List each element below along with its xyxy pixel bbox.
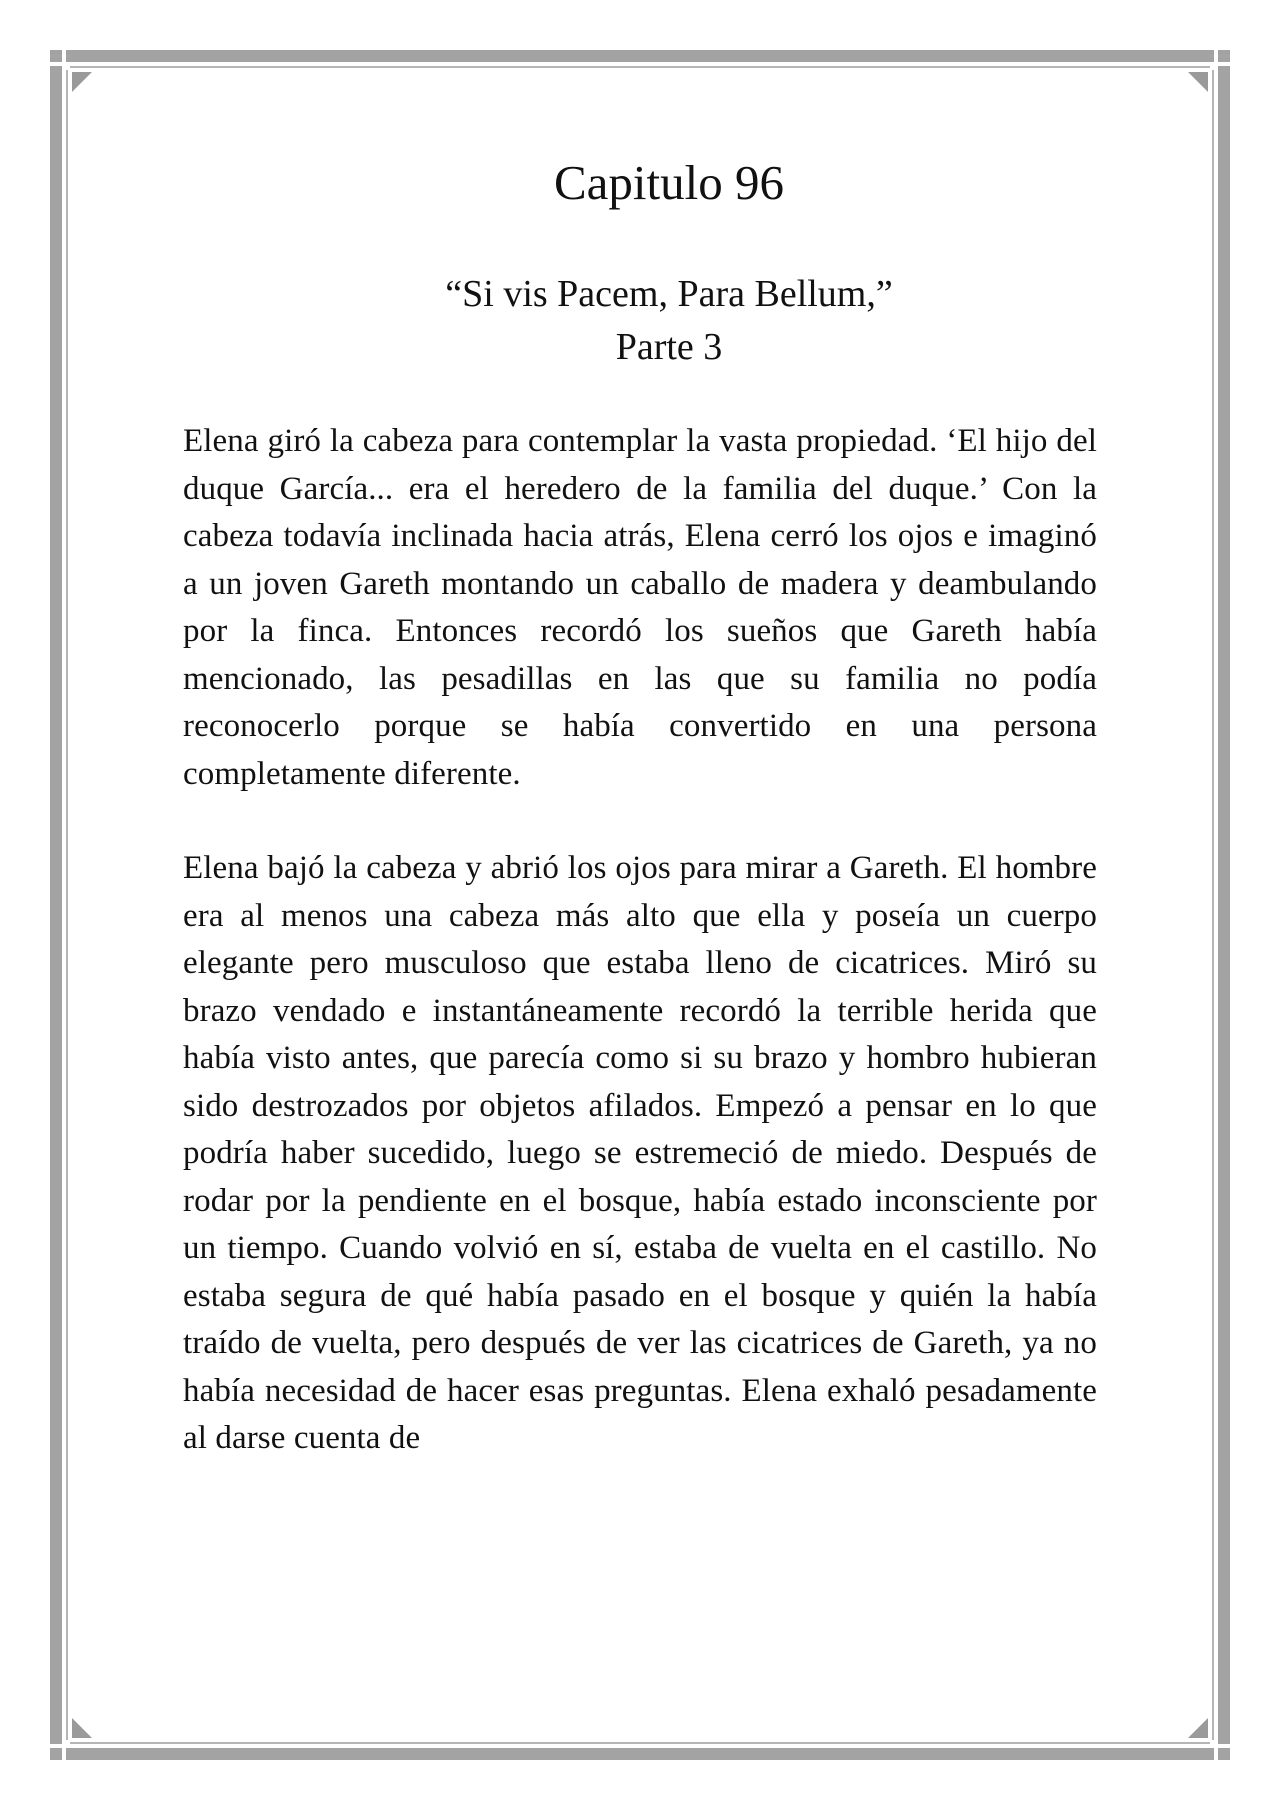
- chapter-title: Capitulo 96: [553, 155, 785, 210]
- paragraph-1: Elena giró la cabeza para contemplar la vasta propiedad. ‘El hijo del duque García... era el heredero de la familia del duque.’ Con la cabeza todavía inclinada hacia atrás, Elena cerró los ojos e imaginó a un joven Gareth montando un caballo de madera y deambulando por la finca. Entonces recordó los sueños que Gareth había mencionado, las pesadillas en las que su familia no podía reconocerlo porque se había convertido en una persona completamente diferente.: [183, 423, 1097, 792]
- page-content: [183, 150, 1097, 1600]
- subtitle-line-1: “Si vis Pacem, Para Bellum,”: [445, 273, 893, 315]
- paragraph-2: Elena bajó la cabeza y abrió los ojos para mirar a Gareth. El hombre era al menos una cabeza más alto que ella y poseía un cuerpo elegante pero musculoso que estaba lleno de cicatrices. Miró su brazo vendado e instantáneamente recordó la terrible herida que había visto antes, que parecía como si su brazo y hombro hubieran sido destrozados por objetos afilados. Empezó a pensar en lo que podría haber sucedido, luego se estremeció de miedo. Después de rodar por la pendiente en el bosque, había estado inconsciente por un tiempo. Cuando volvió en sí, estaba de vuelta en el castillo. No estaba segura de qué había pasado en el bosque y quién la había traído de vuelta, pero después de ver las cicatrices de Gareth, ya no había necesidad de hacer esas preguntas. Elena exhaló pesadamente al darse cuenta de: [183, 850, 1097, 1456]
- chapter-subtitle: [183, 268, 1097, 374]
- subtitle-line-2: Parte 3: [615, 326, 723, 368]
- body-text: [183, 418, 1097, 1463]
